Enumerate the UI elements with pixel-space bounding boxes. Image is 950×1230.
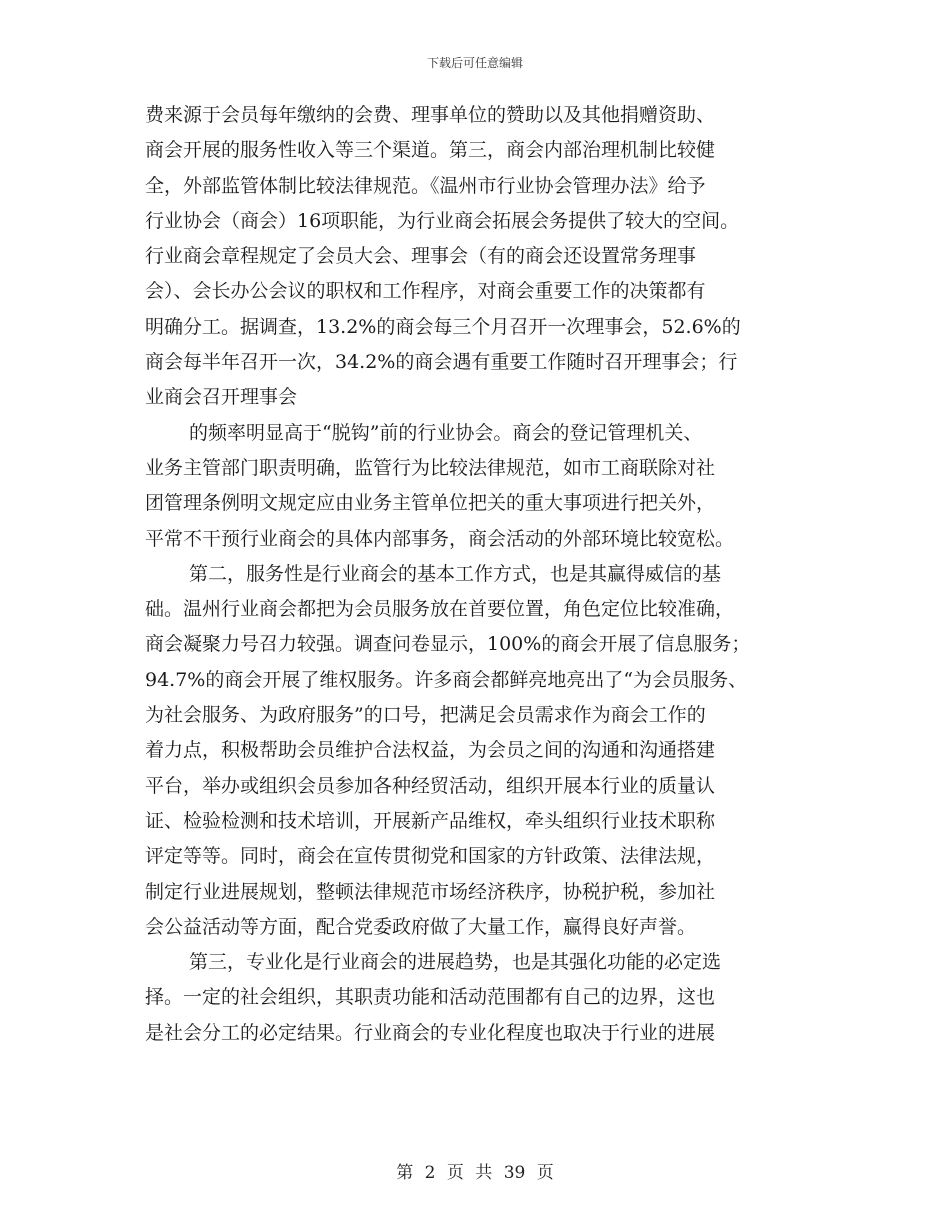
paragraph-line: 行业商会章程规定了会员大会、理事会（有的商会还设置常务理事 <box>145 245 697 268</box>
paragraph-line: 商会开展的服务性收入等三个渠道。第三，商会内部治理机制比较健 <box>145 139 716 162</box>
paragraph-line: 的频率明显高于“脱钩”前的行业协会。商会的登记管理机关、 <box>189 421 703 444</box>
paragraph-line: 会公益活动等方面，配合党委政府做了大量工作，赢得良好声誉。 <box>145 915 697 938</box>
paragraph-line: 着力点，积极帮助会员维护合法权益，为会员之间的沟通和沟通搭建 <box>145 739 716 762</box>
paragraph-line: 团管理条例明文规定应由业务主管单位把关的重大事项进行把关外， <box>145 492 716 515</box>
header-note: 下载后可任意编辑 <box>426 56 523 70</box>
paragraph-line: 是社会分工的必定结果。行业商会的专业化程度也取决于行业的进展 <box>145 1021 716 1044</box>
paragraph-line: 行业协会（商会）16项职能，为行业商会拓展会务提供了较大的空间。 <box>145 209 740 232</box>
paragraph-line: 础。温州行业商会都把为会员服务放在首要位置，角色定位比较准确， <box>145 598 735 621</box>
paragraph-line: 94.7%的商会开展了维权服务。许多商会都鲜亮地亮出了“为会员服务、 <box>145 668 748 691</box>
paragraph-line: 明确分工。据调查，13.2%的商会每三个月召开一次理事会，52.6%的 <box>145 315 741 338</box>
paragraph-line: 商会每半年召开一次，34.2%的商会遇有重要工作随时召开理事会；行 <box>145 351 738 374</box>
paragraph-line: 第三，专业化是行业商会的进展趋势，也是其强化功能的必定选 <box>189 951 722 974</box>
paragraph-line: 业务主管部门职责明确，监管行为比较法律规范，如市工商联除对社 <box>145 456 716 479</box>
document-body <box>145 98 825 1051</box>
paragraph-line: 全，外部监管体制比较法律规范。《温州市行业协会管理办法》给予 <box>145 174 706 197</box>
paragraph-line: 为社会服务、为政府服务”的口号，把满足会员需求作为商会工作的 <box>145 704 706 727</box>
paragraph-line: 第二，服务性是行业商会的基本工作方式，也是其赢得威信的基 <box>189 562 722 585</box>
page-number-footer: 第 2 页 共 39 页 <box>396 1163 554 1183</box>
paragraph-line: 业商会召开理事会 <box>145 386 298 409</box>
paragraph-line: 择。一定的社会组织，其职责功能和活动范围都有自己的边界，这也 <box>145 986 716 1009</box>
paragraph-line: 平台，举办或组织会员参加各种经贸活动，组织开展本行业的质量认 <box>145 774 716 797</box>
paragraph-line: 费来源于会员每年缴纳的会费、理事单位的赞助以及其他捐赠资助、 <box>145 104 716 126</box>
paragraph-line: 商会凝聚力号召力较强。调查问卷显示，100%的商会开展了信息服务； <box>145 633 751 656</box>
paragraph-line: 评定等等。同时，商会在宣传贯彻党和国家的方针政策、法律法规， <box>145 845 716 868</box>
paragraph-line: 证、检验检测和技术培训，开展新产品维权，牵头组织行业技术职称 <box>145 809 716 832</box>
paragraph-line: 会）、会长办公会议的职权和工作程序，对商会重要工作的决策都有 <box>145 280 706 303</box>
paragraph-line: 制定行业进展规划，整顿法律规范市场经济秩序，协税护税，参加社 <box>145 880 716 903</box>
paragraph-line: 平常不干预行业商会的具体内部事务，商会活动的外部环境比较宽松。 <box>145 527 735 550</box>
